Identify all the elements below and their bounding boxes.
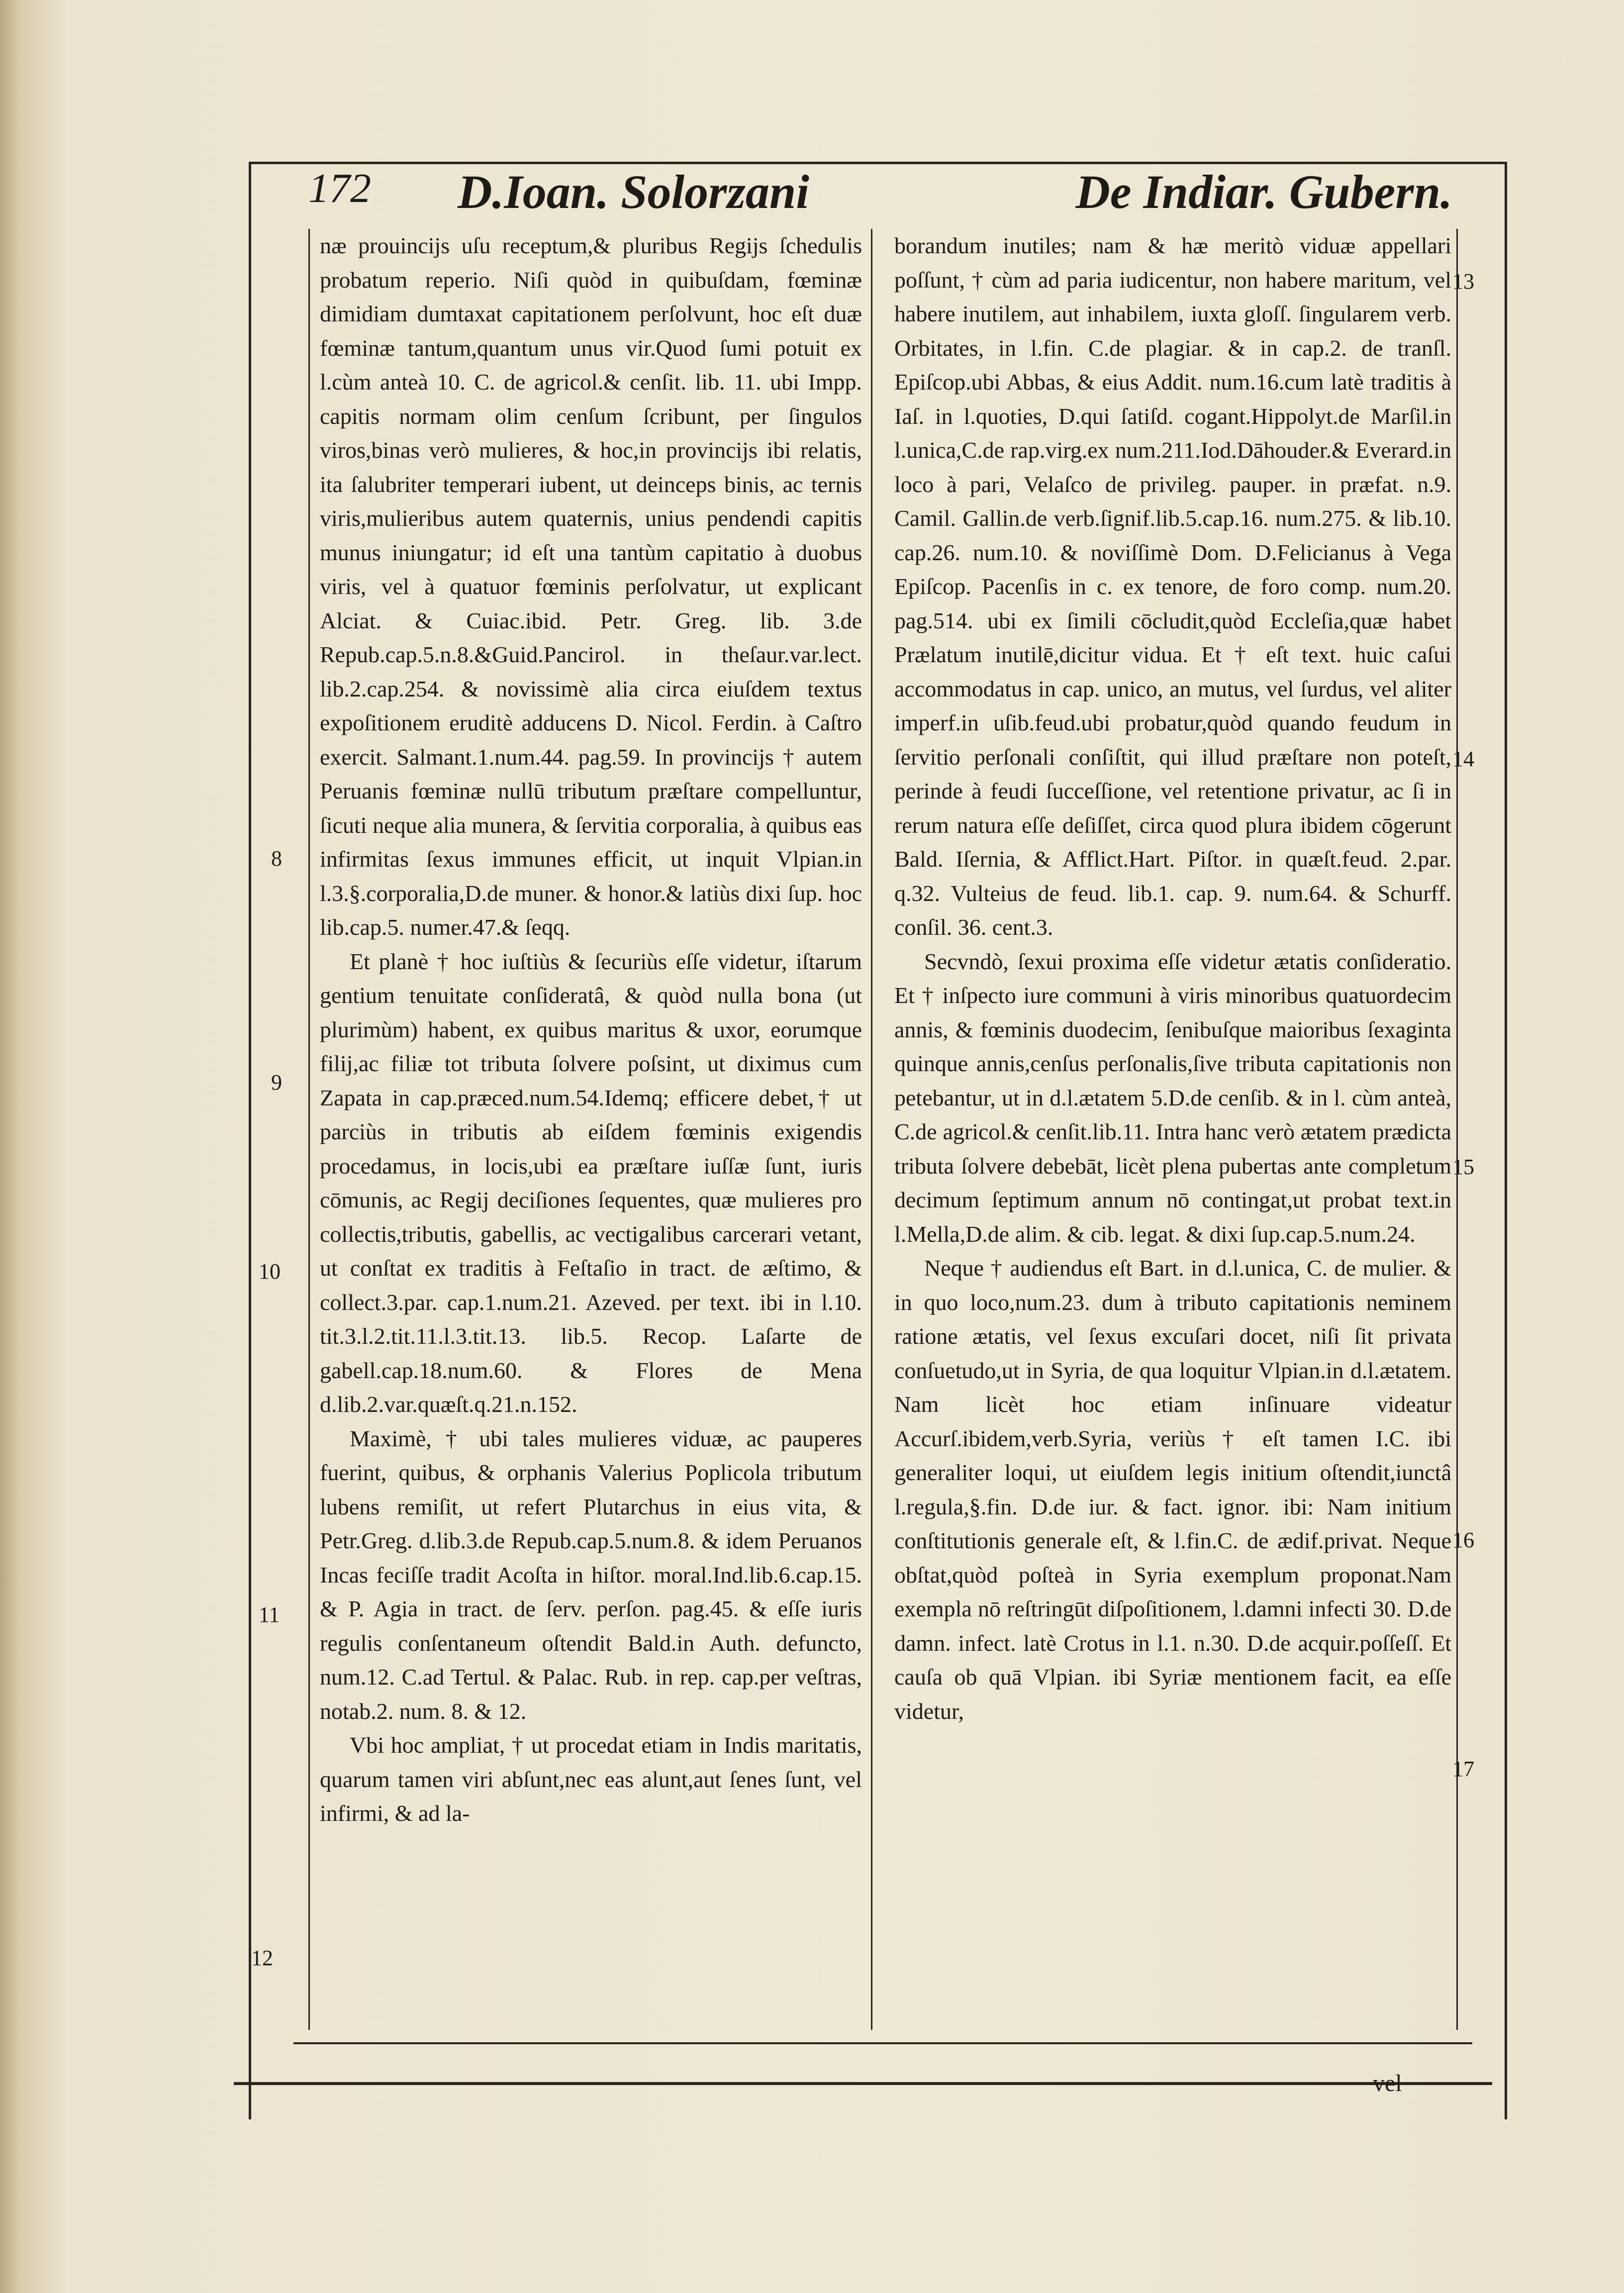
paragraph: borandum inutiles; nam & hæ meritò viduæ appellari poſſunt, † cùm ad paria iudicentur, non habere maritum, vel habere inutilem, aut inhabilem, iuxta gloſſ. ſingularem verb. Orbitates, in l.fin. C.de plagiar. & in cap.2. de tranſl. Epiſcop.ubi Abbas, & eius Addit. num.16.cum latè traditis à Iaſ. in l.quoties, D.qui ſatiſd. cogant.Hippolyt.de Marſil.in l.unica,C.de rap.virg.ex num.211.Iod.Dāhouder.& Everard.in loco à pari, Velaſco de privileg. pauper. in præfat. n.9. Camil. Gallin.de verb.ſignif.lib.5.cap.16. num.275. & lib.10. cap.26. num.10. & noviſſimè Dom. D.Felicianus à Vega Epiſcop. Pacenſis in c. ex tenore, de foro comp. num.20. pag.514. ubi ex ſimili cōcludit,quòd Eccleſia,quæ habet Prælatum inutilē,dicitur vidua. Et † eſt text. huic caſui accommodatus in cap. unico, an mutus, vel ſurdus, vel aliter imperf.in uſib.feud.ubi probatur,quòd quando feudum in ſervitio perſonali conſiſtit, qui illud præſtare non poteſt, perinde à feudi ſucceſſione, vel retentione privatur, ac ſi in rerum natura eſſe deſiſſet, circa quod plura ibidem cōgerunt Bald. Iſernia, & Afflict.Hart. Piſtor. in quæſt.feud. 2.par. q.32. Vulteius de feud. lib.1. cap. 9. num.64. & Schurff. conſil. 36. cent.3. (894, 233, 1451, 940)
paragraph: næ prouincijs uſu receptum,& pluribus Regijs ſchedulis probatum reperio. Niſi quòd in quibuſdam, fœminæ dimidiam dumtaxat capitationem perſolvunt, hoc eſt duæ fœminæ tantum,quantum unus vir.Quod ſumi potuit ex l.cùm anteà 10. C. de agricol.& cenſit. lib. 11. ubi Impp. capitis normam olim cenſum ſcribunt, per ſingulos viros,binas verò mulieres, & hoc,in provincijs ibi relatis, ita ſalubriter temperari iubent, ut deinceps binis, ac ternis viris,mulieribus autem quaternis, unius pendendi capitis munus iniungatur; id eſt una tantùm capitatio à duobus viris, vel à quatuor fœminis perſolvatur, ut explicant Alciat. & Cuiac.ibid. Petr. Greg. lib. 3.de Repub.cap.5.n.8.&Guid.Pancirol. in theſaur.var.lect. lib.2.cap.254. & novissimè alia circa eiuſdem textus expoſitionem eruditè adducens D. Nicol. Ferdin. à Caſtro exercit. Salmant.1.num.44. pag.59. In provincijs † autem Peruanis fœminæ nullū tributum præſtare compelluntur, ſicuti neque alia munera, & ſervitia corporalia, à quibus eas infirmitas ſexus immunes efficit, ut inquit Vlpian.in l.3.§.corporalia,D.de muner. & honor.& latiùs dixi ſup. hoc lib.cap.5. numer.47.& ſeqq. (320, 233, 862, 940)
margin-number: 17 (1452, 1757, 1474, 1781)
page-number: 172 (308, 165, 371, 211)
running-title: De Indiar. Gubern. (1075, 165, 1452, 218)
paragraph: Et planè † hoc iuſtiùs & ſecuriùs eſſe videtur, iſtarum gentium tenuitate conſideratâ, & quòd nulla bona (ut plurimùm) habent, ex quibus maritus & uxor, eorumque filij,ac filiæ tot tributa ſolvere poſsint, ut diximus cum Zapata in cap.præced.num.54.Idemq; efficere debet,† ut parciùs in tributis ab eiſdem fœminis exigendis procedamus, in locis,ubi ea præſtare iuſſæ ſunt, iuris cōmunis, ac Regij deciſiones ſequentes, quæ mulieres pro collectis,tributis, gabellis, ac vectigalibus carcerari vetant, ut conſtat ex traditis à Feſtaſio in tract. de æſtimo, & collect.3.par. cap.1.num.21. Azeved. per text. ibi in l.10. tit.3.l.2.tit.11.l.3.tit.13. lib.5. Recop. Laſarte de gabell.cap.18.num.60. & Flores de Mena d.lib.2.var.quæſt.q.21.n.152. (320, 948, 862, 1417)
right-column (885, 229, 1458, 2030)
margin-number: 16 (1452, 1528, 1474, 1552)
margin-number: 9 (271, 1070, 282, 1095)
margin-number: 10 (259, 1259, 281, 1284)
text-bottom-rule (293, 2042, 1472, 2044)
paragraph: Vbi hoc ampliat, † ut procedat etiam in Indis maritatis, quarum tamen viri abſunt,nec eas alunt,aut ſenes ſunt, vel infirmi, & ad la- (320, 1732, 862, 1826)
paragraph: Secvndò, ſexui proxima eſſe videtur ætatis conſideratio. Et † inſpecto iure communi à viris minoribus quatuordecim annis, & fœminis duodecim, ſenibuſque maioribus ſexaginta quinque annis,cenſus perſonalis,ſive tributa capitationis non petebantur, ut in d.l.ætatem 5.D.de cenſib. & in l. cùm anteà, C.de agricol.& cenſit.lib.11. Intra hanc verò ætatem prædicta tributa ſolvere debebāt, licèt plena pubertas ante completum decimum ſeptimum annum nō contingat,ut probat text.in l.Mella,D.de alim. & cib. legat. & dixi ſup.cap.5.num.24. (894, 948, 1451, 1247)
margin-number: 15 (1452, 1155, 1474, 1179)
catchword: vel (1373, 2070, 1402, 2096)
running-author: D.Ioan. Solorzani (458, 165, 809, 218)
left-column (308, 229, 872, 2030)
paragraph: Neque † audiendus eſt Bart. in d.l.unica, C. de mulier. & in quo loco,num.23. dum à tributo capitationis neminem ratione ætatis, vel ſexus excuſari docet, niſi ſit privata conſuetudo,ut in Syria, de qua loquitur Vlpian.in d.l.ætatem. Nam licèt hoc etiam inſinuare videatur Accurſ.ibidem,verb.Syria, veriùs † eſt tamen I.C. ibi generaliter loqui, ut eiuſdem legis initium oſtendit,iunctâ l.regula,§.fin. D.de iur. & fact. ignor. ibi: Nam initium conſtitutionis generale eſt, & l.fin.C. de ædif.privat. Neque obſtat,quòd poſteà in Syria exemplum proponat.Nam exempla nō reſtringūt diſpoſitionem, l.damni infecti 30. D.de damn. infect. latè Crotus in l.1. n.30. D.de acquir.poſſeſſ. Et cauſa ob quā Vlpian. ibi Syriæ mentionem facit, ea eſſe videtur, (894, 1255, 1451, 1724)
margin-number: 11 (259, 1602, 280, 1627)
running-header (308, 164, 1452, 224)
margin-number: 13 (1452, 269, 1474, 294)
frame-bottom-rule (234, 2082, 1492, 2085)
paragraph: Maximè, † ubi tales mulieres viduæ, ac pauperes fuerint, quibus, & orphanis Valerius Poplicola tributum lubens remiſit, ut refert Plutarchus in eius vita, & Petr.Greg. d.lib.3.de Repub.cap.5.num.8. & idem Peruanos Incas feciſſe tradit Acoſta in hiſtor. moral.Ind.lib.6.cap.15. & P. Agia in tract. de ſerv. perſon. pag.45. & eſſe iuris regulis conſentaneum oſtendit Bald.in Auth. defuncto, num.12. C.ad Tertul. & Palac. Rub. in rep. cap.per veſtras, notab.2. num. 8. & 12. (320, 1425, 862, 1724)
margin-number: 14 (1452, 747, 1474, 771)
margin-number: 8 (271, 846, 282, 871)
margin-number: 12 (251, 1946, 273, 1970)
